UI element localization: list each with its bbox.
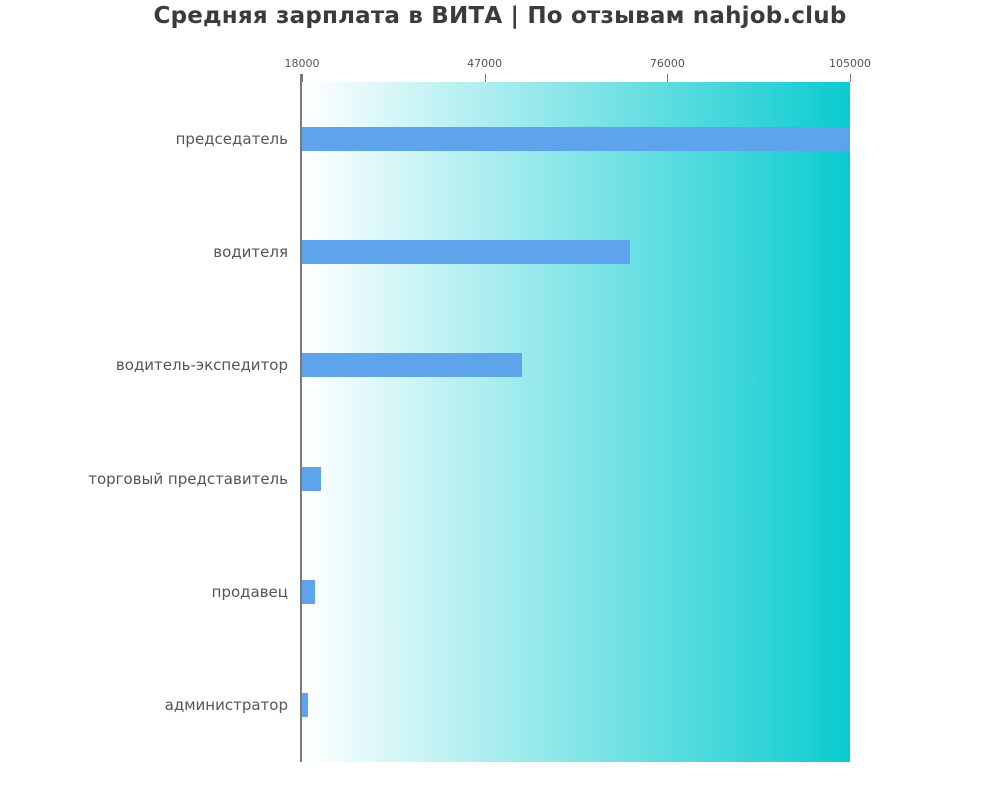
x-tick-mark bbox=[667, 74, 668, 82]
category-label: торговый представитель bbox=[88, 469, 288, 488]
bar-6 bbox=[302, 693, 308, 717]
chart-title: Средняя зарплата в ВИТА | По отзывам nahjob.club bbox=[153, 3, 847, 29]
x-tick-label: 105000 bbox=[829, 57, 871, 70]
bar-5 bbox=[302, 580, 315, 604]
bar-1 bbox=[302, 127, 850, 151]
plot-area bbox=[284, 57, 871, 762]
category-label: председатель bbox=[175, 129, 288, 148]
category-label: водитель-экспедитор bbox=[115, 356, 288, 375]
x-tick-mark bbox=[302, 74, 303, 82]
x-tick-mark bbox=[485, 74, 486, 82]
category-label: продавец bbox=[211, 582, 288, 601]
y-axis-line bbox=[300, 74, 302, 762]
x-tick-label: 18000 bbox=[284, 57, 320, 70]
category-label: водителя bbox=[213, 242, 288, 261]
bar-3 bbox=[302, 353, 522, 377]
x-tick-label: 47000 bbox=[467, 57, 503, 70]
x-tick-label: 76000 bbox=[649, 57, 685, 70]
x-tick-mark bbox=[850, 74, 851, 82]
bar-2 bbox=[302, 240, 630, 264]
category-labels bbox=[0, 82, 288, 762]
bar-4 bbox=[302, 467, 321, 491]
category-label: администратор bbox=[164, 696, 288, 715]
